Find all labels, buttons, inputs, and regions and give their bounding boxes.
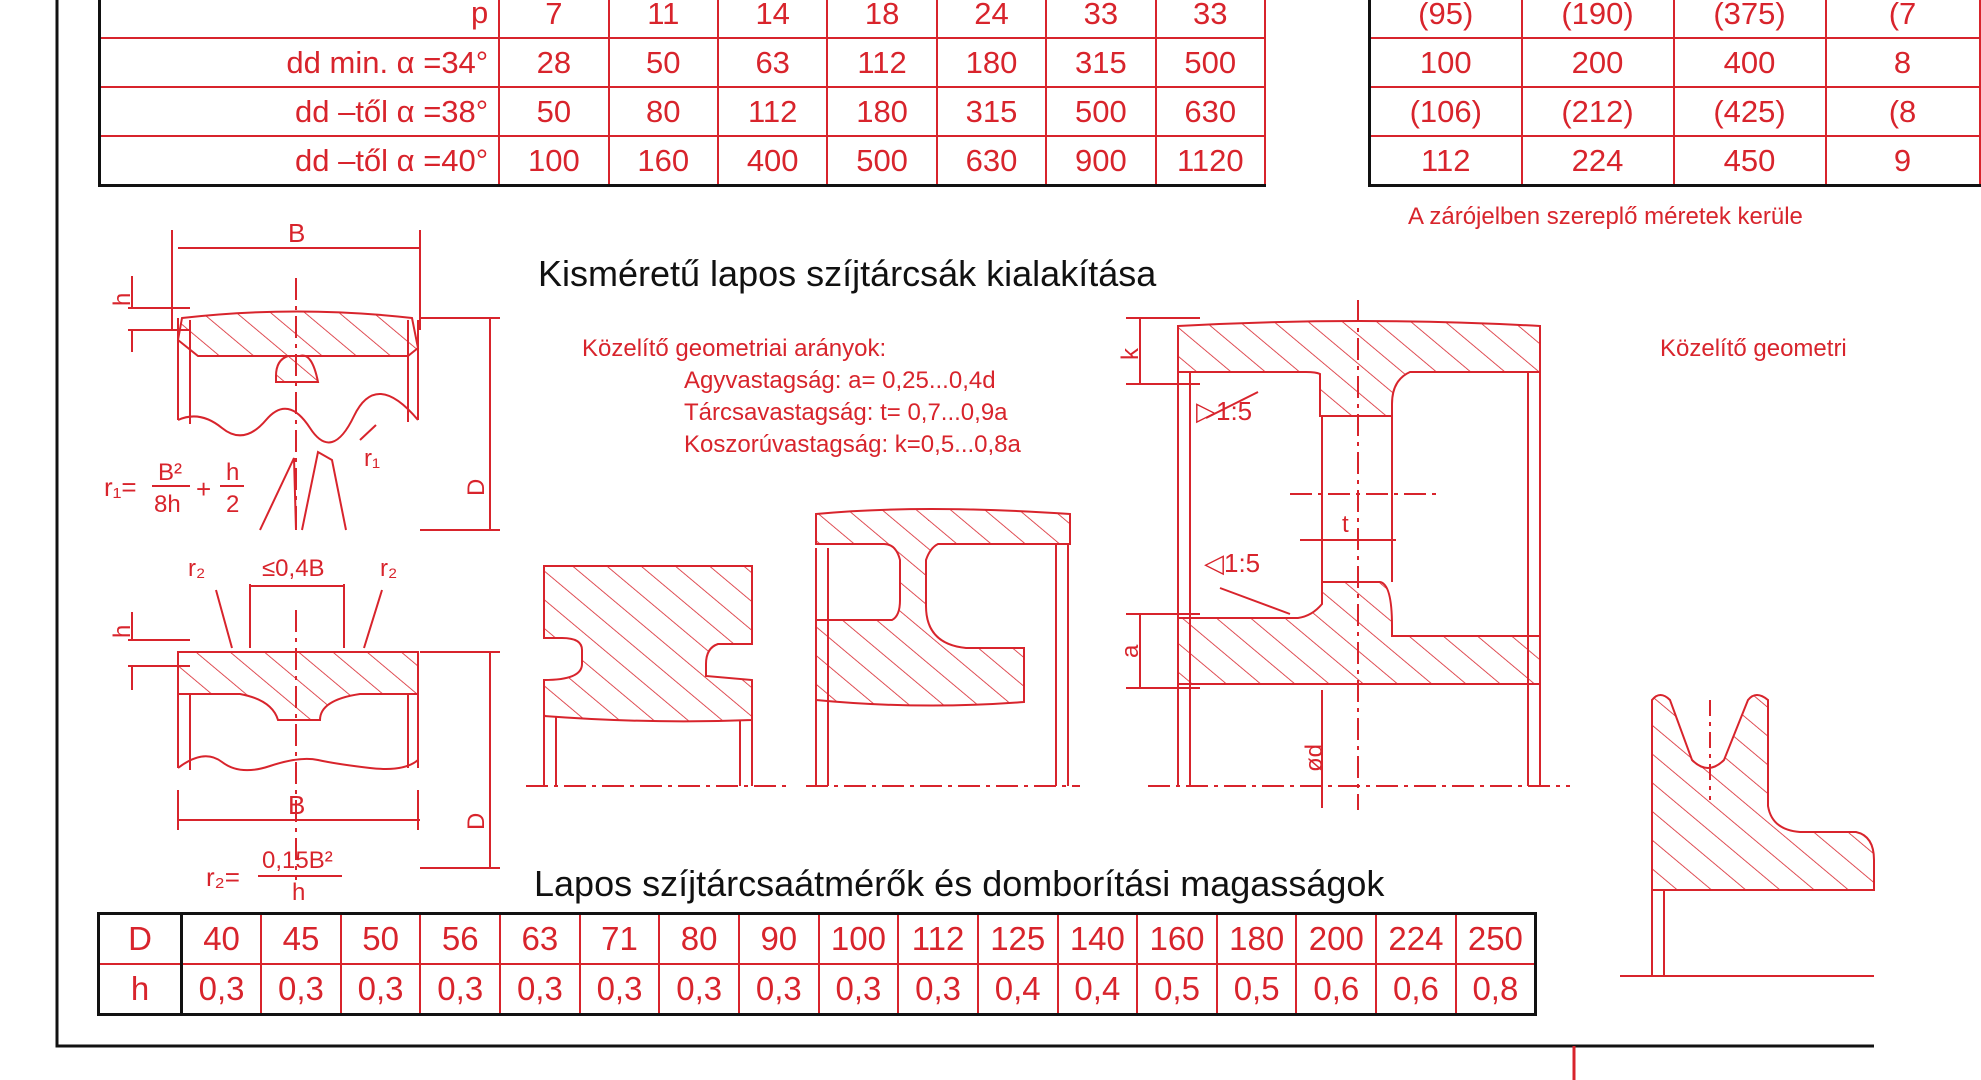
diameter-cell: 224 xyxy=(1376,914,1456,965)
diameter-cell: 140 xyxy=(1058,914,1138,965)
diameter-series-cell: 8 xyxy=(1826,38,1980,87)
crown-height-cell: 0,5 xyxy=(1137,964,1217,1015)
svg-text:2: 2 xyxy=(226,491,240,518)
svg-text:8h: 8h xyxy=(154,491,181,518)
diameter-cell: 180 xyxy=(1217,914,1297,965)
diameter-label: D xyxy=(99,914,182,965)
crown-height-cell: 0,3 xyxy=(420,964,500,1015)
diameter-cell: 100 xyxy=(819,914,899,965)
diameter-series-cell: 450 xyxy=(1674,136,1826,186)
crown-height-cell: 0,3 xyxy=(659,964,739,1015)
crown-height-cell: 0,8 xyxy=(1456,964,1536,1015)
dim-max-width: ≤0,4B xyxy=(262,555,325,582)
crown-height-row xyxy=(99,964,1536,1015)
groove-row-label: dd –től α =38° xyxy=(100,87,500,136)
diameter-series-cell: 112 xyxy=(1370,136,1522,186)
groove-table-cell: 33 xyxy=(1046,0,1155,38)
diameter-series-cell: (425) xyxy=(1674,87,1826,136)
groove-table-cell: 630 xyxy=(1156,87,1265,136)
formula-r1 xyxy=(104,459,244,518)
proportion-rim: Koszorúvastagság: k=0,5...0,8a xyxy=(684,431,1021,458)
diameter-cell: 250 xyxy=(1456,914,1536,965)
groove-table-cell: 112 xyxy=(718,87,827,136)
crown-height-cell: 0,6 xyxy=(1296,964,1376,1015)
diameter-cell: 160 xyxy=(1137,914,1217,965)
diameter-table-title: Lapos szíjtárcsaátmérők és domborítási magasságok xyxy=(534,863,1385,904)
crown-height-cell: 0,3 xyxy=(500,964,580,1015)
groove-table-cell: 180 xyxy=(937,38,1046,87)
diameter-cell: 71 xyxy=(580,914,660,965)
groove-table-cell: 33 xyxy=(1156,0,1265,38)
dim-d: ød xyxy=(1301,743,1328,772)
groove-table-cell: 14 xyxy=(718,0,827,38)
formula-r2 xyxy=(206,847,342,906)
diameter-series-cell: 100 xyxy=(1370,38,1522,87)
groove-table-cell: 50 xyxy=(499,87,608,136)
proportion-hub: Agyvastagság: a= 0,25...0,4d xyxy=(684,367,996,394)
groove-row-label: p xyxy=(100,0,500,38)
crown-height-cell: 0,3 xyxy=(898,964,978,1015)
section-title-small-pulleys: Kisméretű lapos szíjtárcsák kialakítása xyxy=(538,253,1157,294)
dim-k: k xyxy=(1117,348,1144,360)
taper-top: ▷1:5 xyxy=(1196,396,1253,426)
taper-bottom: ◁1:5 xyxy=(1204,548,1261,578)
diameter-series-cell: 9 xyxy=(1826,136,1980,186)
svg-text:0,15B²: 0,15B² xyxy=(262,847,333,874)
groove-table-cell: 112 xyxy=(827,38,936,87)
diameter-series-cell: (95) xyxy=(1370,0,1522,38)
groove-table-cell: 180 xyxy=(827,87,936,136)
diameter-series-cell: 400 xyxy=(1674,38,1826,87)
svg-text:r₂=: r₂= xyxy=(206,862,240,892)
groove-table-cell: 100 xyxy=(499,136,608,186)
diameter-series-cell: (212) xyxy=(1522,87,1674,136)
dim-B-bottom: B xyxy=(288,790,306,820)
diameter-cell: 56 xyxy=(420,914,500,965)
diameter-cell: 200 xyxy=(1296,914,1376,965)
diameter-row xyxy=(99,914,1536,965)
groove-table-cell: 315 xyxy=(1046,38,1155,87)
svg-text:h: h xyxy=(226,459,240,486)
v-groove-pulley-partial xyxy=(1620,695,1874,976)
groove-table-cell: 400 xyxy=(718,136,827,186)
groove-table-cell: 630 xyxy=(937,136,1046,186)
diameter-series-cell: (375) xyxy=(1674,0,1826,38)
diameter-cell: 112 xyxy=(898,914,978,965)
diameter-cell: 50 xyxy=(341,914,421,965)
groove-table-cell: 80 xyxy=(609,87,718,136)
crown-height-label: h xyxy=(99,964,182,1015)
crown-height-cell: 0,6 xyxy=(1376,964,1456,1015)
dim-D-bottom: D xyxy=(463,812,490,830)
pulley-detail-large xyxy=(1126,300,1570,810)
diameter-series-cell: 200 xyxy=(1522,38,1674,87)
dim-D-top: D xyxy=(463,478,490,496)
groove-row-label: dd –től α =40° xyxy=(100,136,500,186)
dim-h-top: h xyxy=(109,292,136,306)
top-right-note: A zárójelben szereplő méretek kerüle xyxy=(1408,203,1803,230)
diameter-cell: 63 xyxy=(500,914,580,965)
diameter-cell: 80 xyxy=(659,914,739,965)
crown-height-cell: 0,3 xyxy=(580,964,660,1015)
crown-height-cell: 0,4 xyxy=(1058,964,1138,1015)
svg-text:r₁=: r₁= xyxy=(104,472,137,502)
groove-table-cell: 18 xyxy=(827,0,936,38)
diameter-cell: 90 xyxy=(739,914,819,965)
dim-B-top: B xyxy=(288,218,306,248)
pulley-variant-b xyxy=(806,509,1080,786)
groove-table-cell: 500 xyxy=(1156,38,1265,87)
dim-r2-right: r₂ xyxy=(380,555,398,582)
groove-row-label: dd min. α =34° xyxy=(100,38,500,87)
groove-table-cell: 11 xyxy=(609,0,718,38)
proportion-disc: Tárcsavastagság: t= 0,7...0,9a xyxy=(684,399,1008,426)
groove-table-cell: 24 xyxy=(937,0,1046,38)
pulley-variant-a xyxy=(526,566,790,786)
svg-text:h: h xyxy=(292,879,306,906)
diameter-series-cell: (8 xyxy=(1826,87,1980,136)
groove-table-cell: 50 xyxy=(609,38,718,87)
diameter-cell: 45 xyxy=(261,914,341,965)
diameter-crown-table xyxy=(97,912,1537,1016)
crown-height-cell: 0,3 xyxy=(819,964,899,1015)
crown-height-cell: 0,3 xyxy=(261,964,341,1015)
groove-table-cell: 28 xyxy=(499,38,608,87)
dim-r2-left: r₂ xyxy=(188,555,206,582)
svg-text:B²: B² xyxy=(158,459,182,486)
right-heading-partial: Közelítő geometri xyxy=(1660,335,1847,362)
diameter-series-cell: (106) xyxy=(1370,87,1522,136)
left-pulley-flat xyxy=(128,584,500,880)
groove-table-cell: 900 xyxy=(1046,136,1155,186)
diameter-series-cell: (190) xyxy=(1522,0,1674,38)
crown-height-cell: 0,3 xyxy=(182,964,262,1015)
diameter-series-cell: (7 xyxy=(1826,0,1980,38)
diameter-cell: 125 xyxy=(978,914,1058,965)
dim-h-bottom: h xyxy=(109,624,136,638)
groove-table-cell: 160 xyxy=(609,136,718,186)
proportions-heading: Közelítő geometriai arányok: xyxy=(582,335,887,362)
crown-height-cell: 0,3 xyxy=(341,964,421,1015)
diameter-cell: 40 xyxy=(182,914,262,965)
groove-table-cell: 7 xyxy=(499,0,608,38)
groove-table-cell: 315 xyxy=(937,87,1046,136)
crown-height-cell: 0,4 xyxy=(978,964,1058,1015)
dim-r1: r₁ xyxy=(364,445,381,472)
groove-table-cell: 1120 xyxy=(1156,136,1265,186)
svg-text:+: + xyxy=(196,474,212,504)
crown-height-cell: 0,5 xyxy=(1217,964,1297,1015)
crown-height-cell: 0,3 xyxy=(739,964,819,1015)
groove-table-cell: 500 xyxy=(827,136,936,186)
diameter-series-cell: 224 xyxy=(1522,136,1674,186)
dim-a: a xyxy=(1117,644,1144,658)
groove-table-cell: 500 xyxy=(1046,87,1155,136)
dim-t: t xyxy=(1342,511,1349,538)
groove-table-cell: 63 xyxy=(718,38,827,87)
